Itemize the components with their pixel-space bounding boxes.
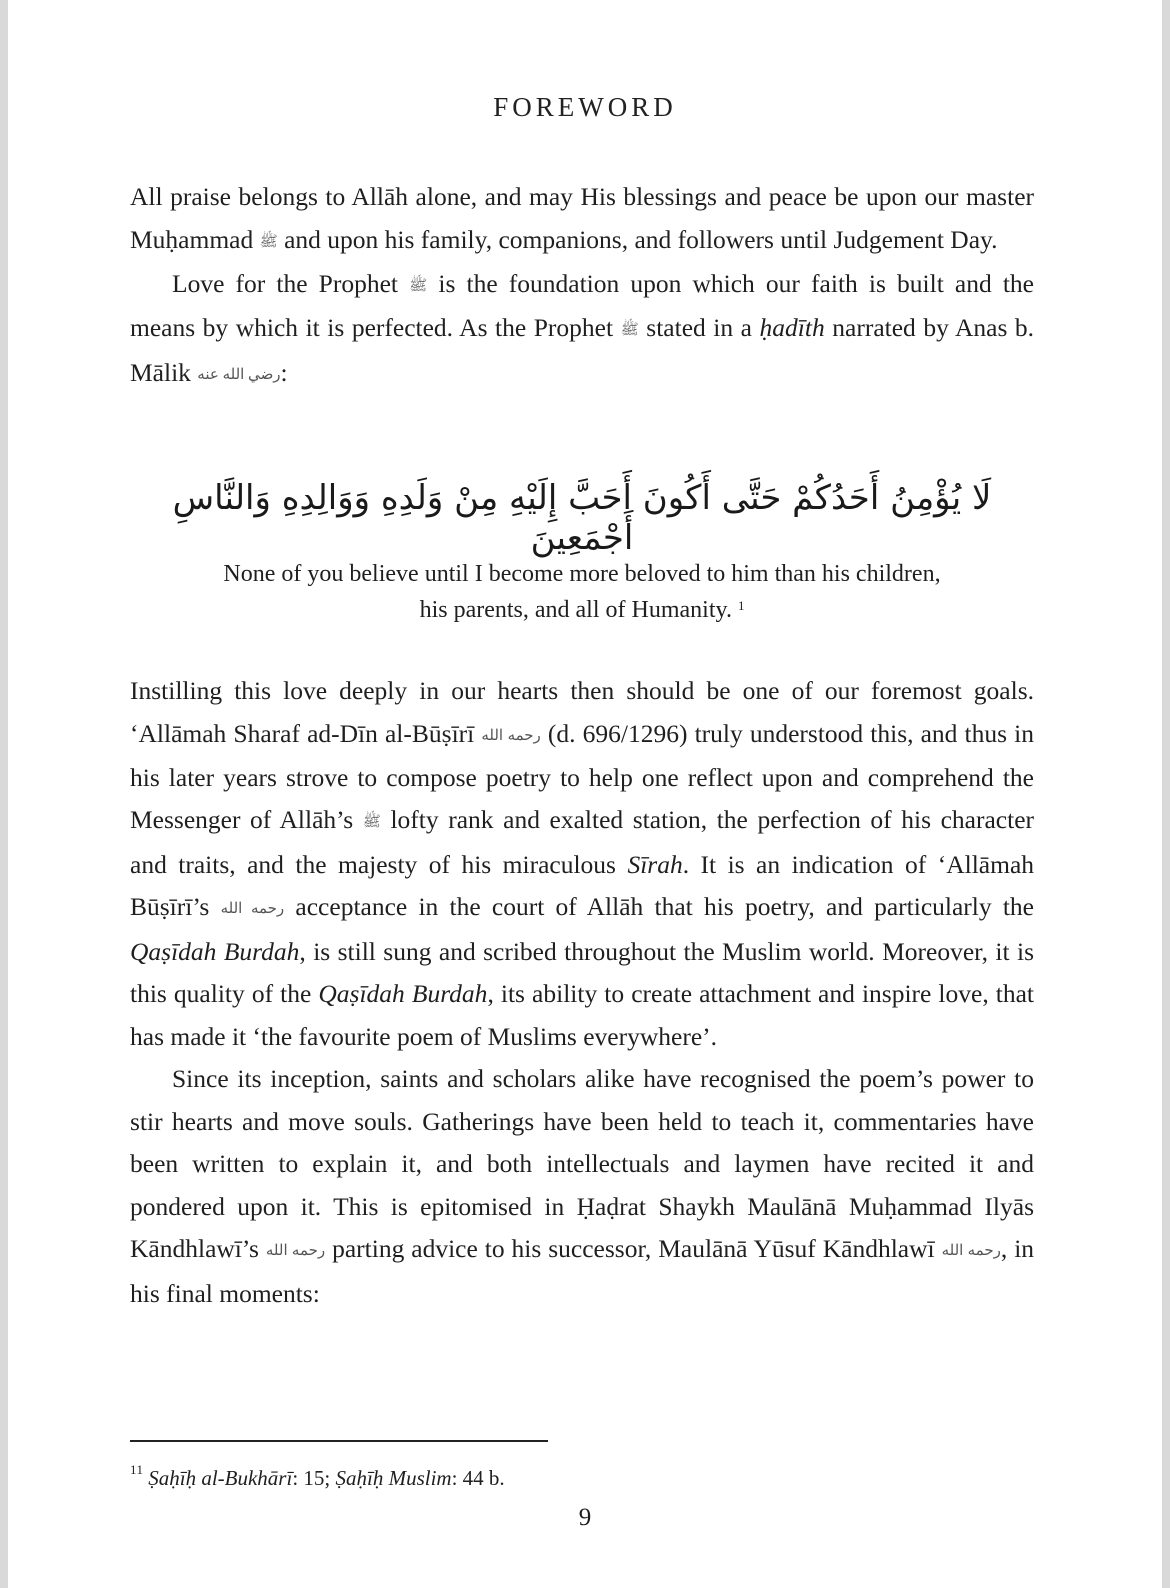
arabic-hadith: لَا يُؤْمِنُ أَحَدُكُمْ حَتَّى أَكُونَ أَحَبَّ إِلَيْهِ مِنْ وَلَدِهِ وَوَالِدِهِ وَالنَّاسِ أَجْمَعِينَ <box>172 478 992 558</box>
rahimahullah-honorific-icon: رحمه الله <box>941 1243 1001 1260</box>
footnote: $^{11}$ Ṣaḥīḥ al-Bukhārī: 15; Ṣaḥīḥ Muslim: 44 b. <box>130 1462 505 1490</box>
paragraph-1: All praise belongs to Allāh alone, and may His blessings and peace be upon our master Muḥammad ﷺ and upon his family, companions, and followers until Judgement Day. <box>130 182 1034 254</box>
rahimahullah-honorific-icon: رحمه الله <box>481 727 541 744</box>
page-number: 9 <box>578 1504 592 1531</box>
footnote-ref[interactable]: 1 <box>737 598 745 613</box>
rahimahullah-honorific-icon: رحمه الله <box>220 901 285 918</box>
salawat-honorific-icon: ﷺ <box>409 277 428 294</box>
paragraph-2: Love for the Prophet ﷺ is the foundation upon which our faith is built and the means by which it is perfected. As the Prophet ﷺ stated in a ḥadīth narrated by Anas b. Mālik رضي الله عنه: <box>130 268 1035 387</box>
salawat-honorific-icon: ﷺ <box>620 322 639 339</box>
salawat-honorific-icon: ﷺ <box>362 814 381 831</box>
page-title: FOREWORD <box>493 92 677 122</box>
salawat-honorific-icon: ﷺ <box>259 233 278 250</box>
hadith-translation: None of you believe until I become more beloved to him than his children, his parents, and all of Humanity. $^1$ <box>223 561 941 623</box>
paragraph-3: Instilling this love deeply in our hearts then should be one of our foremost goals. ‘Allāmah Sharaf ad-Dīn al-Būṣīrī رحمه الله (d. 696/1296) truly understood this, and thus in his later years strove to compose poetry to help one reflect upon and comprehend the Messenger of Allāh’s ﷺ lofty rank and exalted station, the perfection of his character and traits, and the majesty of his miraculous Sīrah. It is an indication of ‘Allāmah Būṣīrī’s رحمه الله acceptance in the court of Allāh that his poetry, and particularly the Qaṣīdah Burdah, is still sung and scribed throughout the Muslim world. Moreover, it is this quality of the Qaṣīdah Burdah, its ability to create attachment and inspire love, that has made it ‘the favourite poem of Muslims everywhere’. <box>130 676 1035 1051</box>
radiallahu-honorific-icon: رضي الله عنه <box>197 366 281 383</box>
rahimahullah-honorific-icon: رحمه الله <box>265 1243 326 1260</box>
book-page <box>8 0 1162 1588</box>
text-block-1 <box>130 176 1034 396</box>
paragraph-4: Since its inception, saints and scholars alike have recognised the poem’s power to stir hearts and move souls. Gatherings have been held to teach it, commentaries have been written to explain it, and both intellectuals and laymen have recited it and pondered upon it. This is epitomised in Ḥaḍrat Shaykh Maulānā Muḥammad Ilyās Kāndhlawī’s رحمه الله parting advice to his successor, Maulānā Yūsuf Kāndhlawī رحمه الله, in his final moments: <box>130 1064 1035 1308</box>
footnote-divider <box>130 1440 548 1442</box>
text-block-2 <box>130 670 1034 1315</box>
